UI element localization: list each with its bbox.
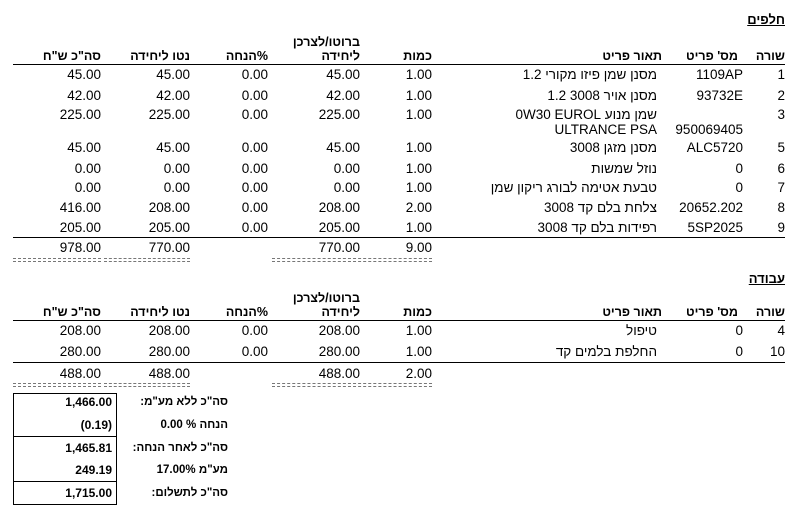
row-gross: 208.00 [318, 323, 360, 338]
row-part-no: 20652.202 [679, 200, 743, 215]
labor-header-total: סה"כ ש"ח [42, 305, 101, 319]
row-line: 2 [777, 88, 785, 103]
row-desc: טיפול [626, 323, 657, 338]
row-total: 416.00 [59, 200, 101, 215]
row-line: 4 [777, 323, 785, 338]
labor-header-desc: תאור פריט [602, 305, 662, 319]
row-line: 8 [777, 200, 785, 215]
row-part-no: 0 [735, 161, 743, 176]
row-net: 280.00 [148, 344, 190, 359]
parts-header-rule [13, 64, 785, 65]
row-desc: צלחת בלם קד 3008 [543, 200, 657, 215]
row-gross: 45.00 [326, 140, 360, 155]
row-desc: מסנן אויר 3008 1.2 [547, 88, 657, 103]
row-discount: 0.00 [241, 180, 268, 195]
row-total: 0.00 [74, 161, 101, 176]
double-underline [13, 258, 101, 259]
row-part-no: 93732E [696, 88, 743, 103]
labor-total-net: 488.00 [148, 366, 190, 381]
parts-header-gross-1: ברוטו/לצרכן [292, 35, 360, 49]
double-underline [104, 258, 190, 259]
row-total: 280.00 [59, 344, 101, 359]
summary-label: סה"כ לתשלום: [151, 487, 228, 499]
double-underline [13, 386, 101, 387]
row-line: 6 [777, 161, 785, 176]
row-gross: 280.00 [318, 344, 360, 359]
row-qty: 1.00 [405, 220, 432, 235]
labor-total-sum: 488.00 [59, 366, 101, 381]
row-discount: 0.00 [241, 107, 268, 122]
row-qty: 1.00 [405, 67, 432, 82]
double-underline [272, 261, 432, 262]
row-qty: 1.00 [405, 323, 432, 338]
row-line: 1 [777, 67, 785, 82]
row-discount: 0.00 [241, 323, 268, 338]
row-line: 7 [777, 180, 785, 195]
summary-value: 1,465.81 [65, 441, 112, 455]
double-underline [272, 258, 432, 259]
labor-header-part-no: מס' פריט [686, 305, 738, 319]
labor-header-gross-2: ליחידה [321, 305, 360, 319]
row-total: 0.00 [74, 180, 101, 195]
summary-separator [13, 436, 116, 437]
labor-header-rule [13, 320, 785, 321]
row-gross: 0.00 [333, 180, 360, 195]
labor-total-qty: 2.00 [405, 366, 432, 381]
row-discount: 0.00 [241, 67, 268, 82]
double-underline [272, 383, 432, 384]
row-line: 5 [777, 140, 785, 155]
row-gross: 205.00 [318, 220, 360, 235]
row-part-no: 5SP2025 [687, 220, 743, 235]
labor-header-qty: כמות [403, 305, 432, 319]
row-total: 45.00 [67, 67, 101, 82]
row-discount: 0.00 [241, 220, 268, 235]
row-part-no: 1109AP [695, 67, 743, 82]
summary-label: מע"מ 17.00% [156, 464, 228, 476]
row-gross: 45.00 [326, 67, 360, 82]
parts-section-title: חלפים [747, 12, 785, 27]
parts-header-qty: כמות [403, 49, 432, 63]
row-qty: 1.00 [405, 107, 432, 122]
labor-total-gross: 488.00 [318, 366, 360, 381]
row-net: 42.00 [156, 88, 190, 103]
row-part-no: 0 [735, 344, 743, 359]
row-qty: 1.00 [405, 161, 432, 176]
row-gross: 225.00 [318, 107, 360, 122]
row-total: 225.00 [59, 107, 101, 122]
parts-total-sum: 978.00 [59, 240, 101, 255]
double-underline [13, 261, 101, 262]
parts-header-discount: %הנחה [225, 49, 268, 63]
row-total: 45.00 [67, 140, 101, 155]
labor-header-discount: %הנחה [225, 305, 268, 319]
row-desc: החלפת בלמים קד [555, 344, 657, 359]
row-discount: 0.00 [241, 140, 268, 155]
row-qty: 1.00 [405, 88, 432, 103]
summary-value: 1,715.00 [65, 486, 112, 500]
row-discount: 0.00 [241, 344, 268, 359]
parts-header-part-no: מס' פריט [686, 49, 738, 63]
row-desc: שמן מנוע 0W30 EUROL [515, 107, 657, 122]
row-net: 0.00 [163, 161, 190, 176]
double-underline [104, 386, 190, 387]
row-net: 208.00 [148, 200, 190, 215]
parts-total-gross: 770.00 [318, 240, 360, 255]
parts-total-net: 770.00 [148, 240, 190, 255]
row-net: 45.00 [156, 140, 190, 155]
row-qty: 1.00 [405, 140, 432, 155]
parts-header-total: סה"כ ש"ח [42, 49, 101, 63]
row-discount: 0.00 [241, 200, 268, 215]
parts-header-line: שורה [755, 49, 785, 63]
row-discount: 0.00 [241, 88, 268, 103]
row-desc-line-2: ULTRANCE PSA [554, 122, 657, 137]
labor-totals-rule [13, 362, 785, 363]
row-net: 225.00 [148, 107, 190, 122]
row-net: 208.00 [148, 323, 190, 338]
row-part-no: 0 [735, 323, 743, 338]
row-total: 205.00 [59, 220, 101, 235]
row-gross: 42.00 [326, 88, 360, 103]
row-desc: נוזל שמשות [591, 161, 657, 176]
row-total: 208.00 [59, 323, 101, 338]
parts-totals-rule [13, 237, 785, 238]
summary-separator [13, 481, 116, 482]
labor-header-net: נטו ליחידה [130, 305, 190, 319]
row-qty: 2.00 [405, 200, 432, 215]
row-gross: 0.00 [333, 161, 360, 176]
summary-value: 249.19 [75, 463, 112, 477]
row-net: 45.00 [156, 67, 190, 82]
labor-header-line: שורה [755, 305, 785, 319]
row-total: 42.00 [67, 88, 101, 103]
double-underline [272, 386, 432, 387]
parts-header-gross-2: ליחידה [321, 49, 360, 63]
parts-header-net: נטו ליחידה [130, 49, 190, 63]
summary-value: (0.19) [80, 418, 112, 432]
row-gross: 208.00 [318, 200, 360, 215]
row-net: 0.00 [163, 180, 190, 195]
summary-label: סה"כ לאחר הנחה: [132, 442, 228, 454]
labor-header-gross-1: ברוטו/לצרכן [292, 291, 360, 305]
row-line: 3 [777, 107, 785, 122]
summary-value: 1,466.00 [65, 395, 112, 409]
summary-label: סה"כ ללא מע"מ: [140, 396, 228, 408]
row-desc: מסנן מזגן 3008 [569, 140, 657, 155]
parts-header-desc: תאור פריט [602, 49, 662, 63]
row-line: 9 [777, 220, 785, 235]
row-part-no: 950069405 [675, 122, 743, 137]
row-desc: מסנן שמן פיזו מקורי 1.2 [522, 67, 657, 82]
row-part-no: 0 [735, 180, 743, 195]
row-discount: 0.00 [241, 161, 268, 176]
double-underline [13, 383, 101, 384]
row-desc: טבעת אטימה לבורג ריקון שמן [490, 180, 657, 195]
row-desc: רפידות בלם קד 3008 [537, 220, 657, 235]
double-underline [104, 261, 190, 262]
double-underline [104, 383, 190, 384]
labor-section-title: עבודה [748, 271, 785, 286]
parts-total-qty: 9.00 [405, 240, 432, 255]
row-line: 10 [769, 344, 785, 359]
row-qty: 1.00 [405, 344, 432, 359]
row-qty: 1.00 [405, 180, 432, 195]
summary-label: הנחה % 0.00 [160, 419, 228, 431]
row-part-no: ALC5720 [686, 140, 743, 155]
row-net: 205.00 [148, 220, 190, 235]
